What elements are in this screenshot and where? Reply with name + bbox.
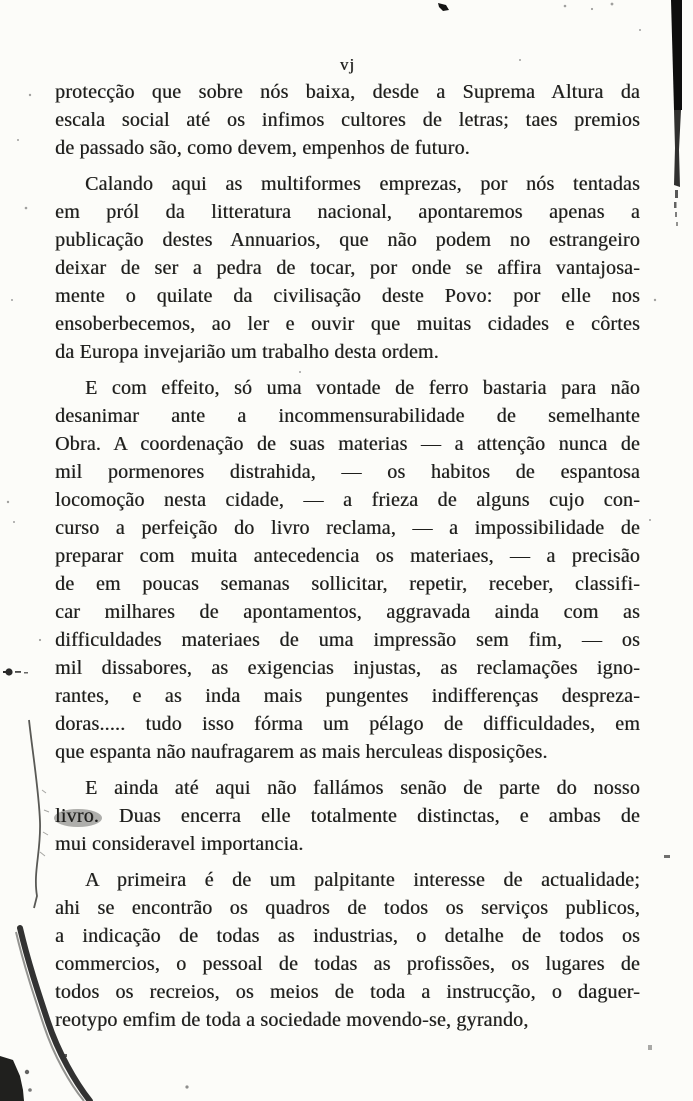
text-line: mil pormenores distrahida, — os habitos de espantosa	[55, 461, 640, 483]
text-line: ahi se encontrão os quadros de todos os serviços publicos,	[55, 897, 640, 919]
text-line: escala social até os infimos cultores de letras; taes premios	[55, 109, 640, 131]
text-line: rantes, e as inda mais pungentes indifferenças despreza-	[55, 685, 640, 707]
paragraph	[55, 78, 640, 162]
text-block	[55, 52, 640, 1034]
text-line: da Europa invejarião um trabalho desta ordem.	[55, 341, 439, 363]
text-line: publicação destes Annuarios, que não podem no estrangeiro	[55, 229, 640, 251]
text-line: commercios, o pessoal de todas as profissões, os lugares de	[55, 953, 640, 975]
text-line: ensoberbecemos, ao ler e ouvir que muitas cidades e côrtes	[55, 313, 640, 335]
paragraph	[55, 774, 640, 858]
paragraph	[55, 170, 640, 366]
text-line: doras..... tudo isso fórma um pélago de difficuldades, em	[55, 713, 640, 735]
text-line: deixar de ser a pedra de tocar, por onde se affira vantajosa-	[55, 257, 640, 279]
text-line: de em poucas semanas sollicitar, repetir, receber, classifi-	[55, 573, 640, 595]
text-line: que espanta não naufragarem as mais herculeas disposições.	[55, 741, 548, 763]
left-margin-mark	[3, 668, 28, 675]
text-line: protecção que sobre nós baixa, desde a Suprema Altura da	[55, 81, 640, 103]
text-line: curso a perfeição do livro reclama, — a impossibilidade de	[55, 517, 640, 539]
text-line: desanimar ante a incommensurabilidade de semelhante	[55, 405, 640, 427]
text-line: mil dissabores, as exigencias injustas, as reclamações igno-	[55, 657, 640, 679]
text-line: em pról da litteratura nacional, apontaremos apenas a	[55, 201, 640, 223]
text-line: livro. Duas encerra elle totalmente distinctas, e ambas de	[55, 805, 640, 827]
text-line: a indicação de todas as industrias, o detalhe de todos os	[55, 925, 640, 947]
text-line: car milhares de apontamentos, aggravada ainda com as	[55, 601, 640, 623]
text-line: preparar com muita antecedencia os materiaes, — a precisão	[55, 545, 640, 567]
text-line: Obra. A coordenação de suas materias — a attenção nunca de	[55, 433, 640, 455]
page-text	[55, 78, 640, 1034]
text-line: E ainda até aqui não fallámos senão de parte do nosso	[85, 777, 640, 799]
text-line: locomoção nesta cidade, — a frieza de alguns cujo con-	[55, 489, 640, 511]
text-line: E com effeito, só uma vontade de ferro bastaria para não	[85, 377, 640, 399]
text-line: difficuldades materiaes de uma impressão sem fim, — os	[55, 629, 640, 651]
text-line: mente o quilate da civilisação deste Povo: por elle nos	[55, 285, 640, 307]
text-line: reotypo emfim de toda a sociedade movendo-se, gyrando,	[55, 1009, 529, 1031]
text-line: A primeira é de um palpitante interesse de actualidade;	[85, 869, 640, 891]
paragraph	[55, 866, 640, 1034]
text-line: de passado são, como devem, empenhos de futuro.	[55, 137, 470, 159]
crease-line	[29, 720, 49, 908]
corner-ink-blob	[0, 1054, 189, 1101]
text-line: Calando aqui as multiformes emprezas, por nós tentadas	[85, 173, 640, 195]
right-edge-shadow	[648, 0, 682, 1050]
text-line: todos os recreios, os meios de toda a instrucção, o daguer-	[55, 981, 640, 1003]
top-ink-speck	[438, 3, 449, 11]
page-number: vj	[339, 55, 356, 74]
text-line: mui consideravel importancia.	[55, 833, 304, 855]
paragraph	[55, 374, 640, 766]
